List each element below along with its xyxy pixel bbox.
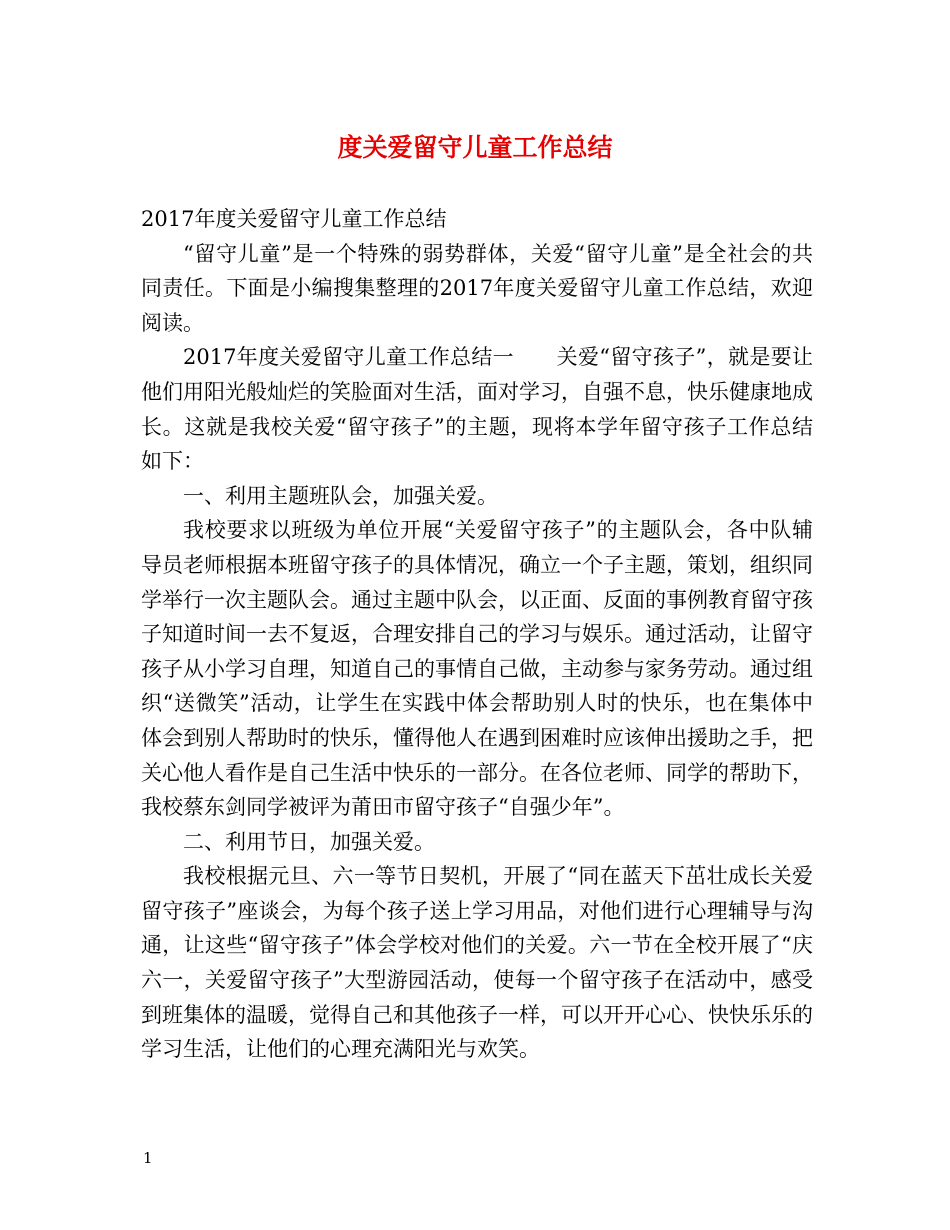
paragraph-subtitle: 2017年度关爱留守儿童工作总结 xyxy=(141,207,447,231)
paragraph-section-two: 我校根据元旦、六一等节日契机，开展了“同在蓝天下茁壮成长关爱留守孩子”座谈会，为每个孩子送上学习用品，对他们进行心理辅导与沟通，让这些“留守孩子”体会学校对他们的关爱。六一节在全校开展了“庆六一，关爱留守孩子”大型游园活动，使每一个留守孩子在活动中，感受到班集体的温暖，觉得自己和其他孩子一样，可以开开心心、快快乐乐的学习生活，让他们的心理充满阳光与欢笑。 xyxy=(141,864,813,1062)
document-body xyxy=(141,202,813,1067)
paragraph-summary-one: 2017年度关爱留守儿童工作总结一 关爱“留守孩子”，就是要让他们用阳光般灿烂的笑脸面对生活，面对学习，自强不息，快乐健康地成长。这就是我校关爱“留守孩子”的主题，现将本学年留守孩子工作总结如下： xyxy=(141,345,813,474)
section-heading-two: 二、利用节日，加强关爱。 xyxy=(183,829,435,854)
page-number: 1 xyxy=(143,1149,153,1167)
paragraph-intro: “留守儿童”是一个特殊的弱势群体，关爱“留守儿童”是全社会的共同责任。下面是小编搜集整理的2017年度关爱留守儿童工作总结，欢迎阅读。 xyxy=(141,241,813,335)
document-title: 度关爱留守儿童工作总结 xyxy=(337,133,613,162)
section-heading-one: 一、利用主题班队会，加强关爱。 xyxy=(183,483,498,508)
paragraph-section-one: 我校要求以班级为单位开展“关爱留守孩子”的主题队会，各中队辅导员老师根据本班留守孩子的具体情况，确立一个子主题，策划，组织同学举行一次主题队会。通过主题中队会，以正面、反面的事例教育留守孩子知道时间一去不复返，合理安排自己的学习与娱乐。通过活动，让留守孩子从小学习自理，知道自己的事情自己做，主动参与家务劳动。通过组织“送微笑”活动，让学生在实践中体会帮助别人时的快乐，也在集体中体会到别人帮助时的快乐，懂得他人在遇到困难时应该伸出援助之手，把关心他人看作是自己生活中快乐的一部分。在各位老师、同学的帮助下，我校蔡东剑同学被评为莆田市留守孩子“自强少年”。 xyxy=(141,518,813,820)
